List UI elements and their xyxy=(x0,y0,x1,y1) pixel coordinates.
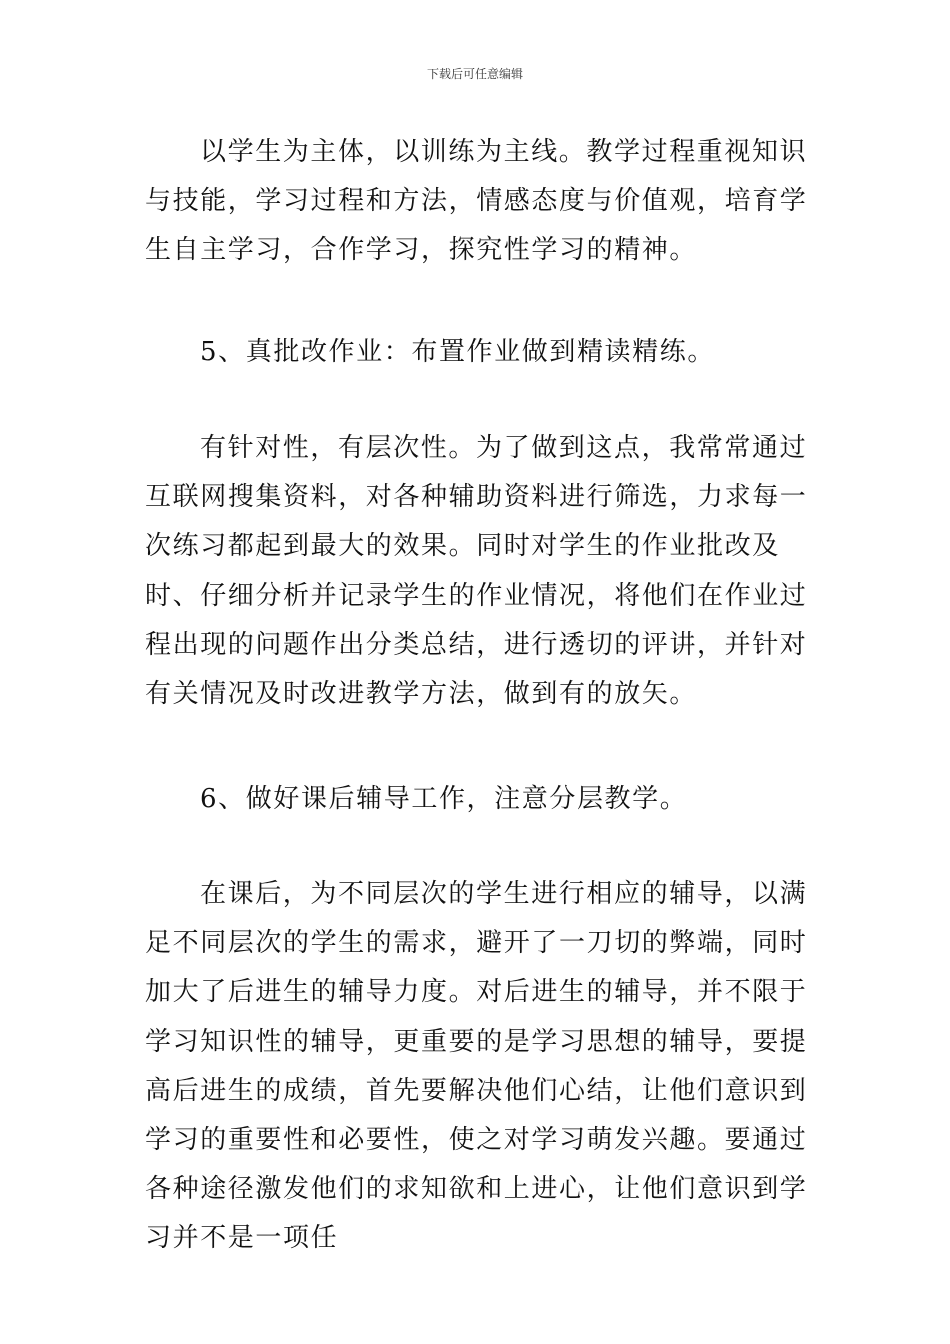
paragraph-text: 在课后，为不同层次的学生进行相应的辅导，以满足不同层次的学生的需求，避开了一刀切的弊端，同时加大了后进生的辅导力度。对后进生的辅导，并不限于学习知识性的辅导，更重要的是学习思想的辅导，要提高后进生的成绩，首先要解决他们心结，让他们意识到学习的重要性和必要性，使之对学习萌发兴趣。要通过各种途径激发他们的求知欲和上进心，让他们意识到学习并不是一项任 xyxy=(145,879,808,1254)
paragraph-text: 有针对性，有层次性。为了做到这点，我常常通过互联网搜集资料，对各种辅助资料进行筛选，力求每一次练习都起到最大的效果。同时对学生的作业批改及时、仔细分析并记录学生的作业情况，将他们在作业过程出现的问题作出分类总结，进行透切的评讲，并针对有关情况及时改进教学方法，做到有的放矢。 xyxy=(145,433,808,710)
page-header: 下载后可任意编辑 xyxy=(426,67,523,81)
section-heading xyxy=(145,775,810,824)
body-paragraph xyxy=(145,128,810,276)
paragraph-text: 以学生为主体，以训练为主线。教学过程重视知识与技能，学习过程和方法，情感态度与价值观，培育学生自主学习，合作学习，探究性学习的精神。 xyxy=(145,137,808,266)
body-paragraph xyxy=(145,424,810,719)
heading-text: 6、做好课后辅导工作，注意分层教学。 xyxy=(200,784,688,814)
body-paragraph xyxy=(145,870,810,1264)
section-heading xyxy=(145,328,810,377)
heading-text: 5、真批改作业：布置作业做到精读精练。 xyxy=(200,337,715,367)
